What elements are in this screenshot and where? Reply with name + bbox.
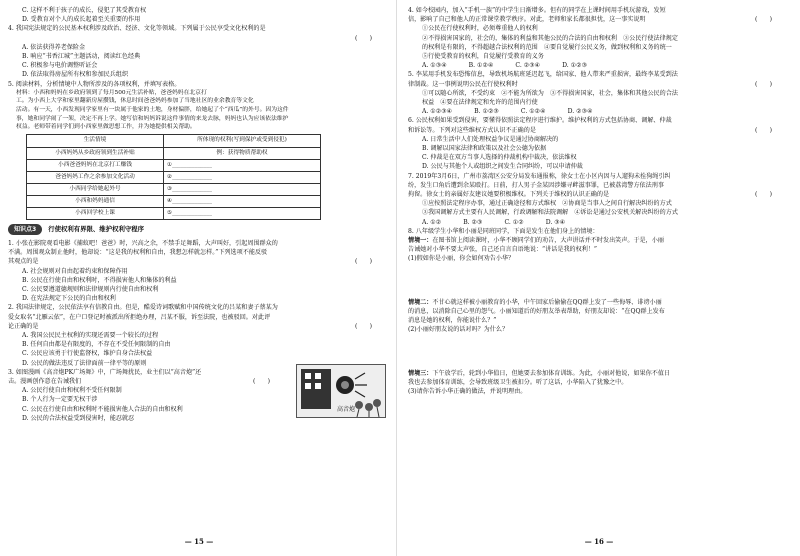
option-b: B. ①②④ [468, 62, 494, 70]
rights-table [26, 134, 321, 220]
question-stem: 论正确的是 ( ) [8, 322, 372, 330]
question-2 [8, 303, 390, 367]
question-7 [408, 172, 790, 227]
cartoon-drawing [297, 365, 385, 417]
option-b: B. ①②③ [474, 108, 499, 116]
question-stem: 爱女取名“北雁云依”，在户口登记时被派出所拒绝办理，吕某不服，诉至法院，也被驳回。对此评 [8, 313, 271, 321]
sub-question-2: (2)小丽好朋友说的话对吗？为什么？ [408, 326, 509, 334]
answer-blank[interactable]: ⑤______________ [164, 207, 321, 219]
option-d: D. ③④ [545, 218, 566, 226]
statement: ②不得损害国家的，社会的，集体的利益和其他公民的合法的自由和权利 ③公民行使法律规定 [422, 34, 678, 42]
question-stem: 4. 如今校园内，加入“手机一族”的中学生日渐增多。但有的同学在上课时间用手机玩游戏，发短 [408, 7, 666, 14]
material-line: 工。为小西上大学和家里翻新房屋攒钱，休息时间爸爸妈妈参加了当地社区的业余教育等文化 [16, 98, 254, 105]
question-stem: 纷，发生口角后遭到余某殴打。日前，打人男子金某因涉嫌寻衅滋事罪，已被荔湾警方依法刑事 [408, 181, 664, 189]
right-page [408, 6, 790, 546]
answer-paren: ( ) [755, 80, 772, 88]
option-a: A. 我国公民民主权利的实现还需要一个较长的过程 [22, 332, 159, 340]
option-b: B. ②③ [463, 218, 483, 226]
answer-blank[interactable]: ①______________ [164, 159, 321, 171]
question-3 [8, 368, 390, 423]
option-row [422, 107, 790, 116]
option-c: C. 积极参与电价调整听证会 [22, 62, 98, 70]
option-row [422, 218, 790, 227]
question-1 [8, 239, 390, 303]
option-a: A. 日常生活中人们处理权益争议是通过协商解决的 [422, 135, 559, 143]
option-d: D. 公民的合法权益受到侵害时，能忍就忍 [22, 414, 135, 422]
option-d: D. ①②③ [562, 62, 588, 70]
question-stem: 律制裁。这一事例说明公民在行使权利时 ( ) [408, 80, 772, 88]
material-line: 事，她和同学闹了一架，决定不再上学。她写信和妈妈诉说这件事情的来龙去脉，妈妈也认为应该依法维护 [16, 115, 289, 122]
option-d: D. 公民与其他个人或组织之间发生合同纠纷，可以申请仲裁 [422, 163, 583, 171]
material-line: 权益。老师带着同学们到小西家里做思想工作，并为她提供相关帮助。 [16, 124, 196, 131]
material-line: 材料：小西和妈妈在乡政府领到了每月500元生活补贴，爸爸妈妈在北京打 [16, 89, 207, 96]
situation-2-cont: 消息是她的权利，你能说什么？” [408, 317, 497, 325]
question-stem: 3. 如图漫画《高音炮PK广场舞》中，广场舞扰民，业主们以“高音炮”还 [8, 368, 202, 376]
answer-paren: ( ) [355, 34, 372, 42]
answer-blank[interactable]: ④______________ [164, 195, 321, 207]
section-title: 行使权利有界限、维护权利守程序 [48, 224, 145, 233]
q3-option-d: D. 受教育对个人的成长起着至关重要的作用 [22, 16, 141, 24]
question-stem: 7. 2019年3月6日，广州市荔湾区公安分局发布通报称，徐女士在小区内因与人遛狗未拴狗绳引纠 [408, 172, 671, 180]
option-c: C. 公民应该勇于行使监督权，维护自身合法权益 [22, 350, 153, 358]
table-row: 小西和妈妈通信 ④______________ [27, 195, 321, 207]
statement: ①公民在行使权利时，必须尊重他人的权利 [422, 25, 538, 33]
table-header: 生活情境 [27, 134, 164, 147]
option-a: A. 社会规则对自由起着约束和保障作用 [22, 267, 128, 275]
question-stem: 击。漫画创作意在告诫我们 ( ) [8, 378, 270, 386]
answer-blank[interactable]: ②______________ [164, 171, 321, 183]
sub-question-1: (1)假如你是小丽，你会如何劝告小华？ [408, 255, 515, 263]
question-stem: 8. 八年级学生小华和小丽是同班同学，下面是发生在他们身上的情境： [408, 227, 599, 235]
option-b: B. 调解以国家法律和政策以及社会公德为依据 [422, 145, 547, 153]
option-a: A. ①② [422, 218, 442, 226]
question-6 [408, 116, 790, 171]
question-8 [408, 227, 790, 416]
statement: ①应按照法定程序办事，通过正确途径和方式维权 ②协商是当事人之间自行解决纠纷的方式 [422, 200, 672, 208]
option-d: D. 在宪法规定下公民的自由和权利 [22, 295, 116, 303]
table-row: 小西同学给她起外号 ③______________ [27, 183, 321, 195]
statement: 的权利是有限的，不得超越合法权利的范围 ④要自觉履行公民义务，做到权利和义务的统一 [422, 43, 672, 51]
option-row [422, 61, 790, 70]
option-d: D. 依法取得房屋所有权和参加民兵组织 [22, 71, 129, 79]
table-row: 小西爸爸妈妈在北京打工赚钱 ①______________ [27, 159, 321, 171]
answer-paren: ( ) [755, 191, 772, 199]
answer-paren: ( ) [355, 322, 372, 330]
statement: ⑤行使受教育的权利，自觉履行受教育的义务 [422, 53, 544, 61]
cartoon-illustration [296, 364, 386, 418]
table-row: 小西妈妈从乡政府领到生活补贴 例：获得物质帮助权 [27, 147, 321, 159]
statement: 权益 ④要在法律规定和允许的范围内行使 [422, 99, 538, 107]
option-a: A. ①③④ [422, 62, 447, 70]
question-stem: 5. 阅读材料，分析情境中人物所涉及的各项权利，并填写表格。 [8, 80, 181, 88]
option-c: C. 公民要遵道德规则和法律规则内行使自由和权利 [22, 286, 159, 294]
question-stem: 和诉讼等。下列对这些维权方式认识不正确的是 ( ) [408, 126, 772, 134]
question-stem: 5. 李某用手机发布恐怖信息，导致机场航班延迟起飞，给国家、他人带来严重损害，最终李某受到法 [408, 71, 678, 79]
option-d: D. 公民的做法违反了法律面前一律平等的原则 [22, 359, 147, 367]
q3-option-c: C. 这样不利于孩子的成长，侵犯了其受教育权 [22, 7, 147, 14]
situation-2: 情境二：不甘心就这样被小丽教育的小华，中午回家后偷偷在QQ群上发了一些侮辱、诽谤小丽 [408, 298, 662, 306]
page-number: — 15 — [184, 536, 214, 546]
table-header: 所体现的权利(写到保护或受到侵犯) [164, 134, 321, 147]
situation-2-cont: 的消息，以消除自己心里的怨气。小丽知道后的好朋友举表帮助，好朋友却说：“在QQ群上发布 [408, 307, 665, 315]
option-a: A. 依法获得养老保险金 [22, 43, 86, 51]
question-4 [8, 24, 390, 79]
option-a: A. 公民行使自由和权利不受任何限制 [22, 387, 122, 395]
question-stem: 信，影响了自己和他人的正常课堂教学秩序。对此，老师和家长都很担忧，这一事实说明 ( ) [408, 16, 772, 24]
option-d: D. ②③④ [567, 108, 593, 116]
sub-question-3: (3)请你告诉小华正确的做法，并说明理由。 [408, 387, 527, 395]
question-stem: 4. 我国宪法规定的公民基本权利涉及政治、经济、文化等领域。下列属于公民享受文化权利的是 [8, 25, 266, 33]
option-c: C. ②③④ [515, 62, 541, 70]
situation-1-cont: 告诫她对小华不要太声张，自己还自言自语地说：“讲话是我的权利！” [408, 246, 598, 254]
answer-paren: ( ) [355, 258, 372, 266]
option-c: C. 仲裁是在双方当事人选择的仲裁机构中裁决，依法维权 [422, 154, 577, 162]
situation-3-cont: 我也去参加体育训练，会导致班级卫生被扣分。听了这话，小华陷入了犹豫之中。 [408, 378, 628, 386]
situation-3: 情境三：下午放学后，轮到小华值日，但她要去参加体育训练。为此，小丽对他说，如果你不值日 [408, 369, 671, 377]
question-stem: 2. 我国法律规定，公民依法享有信教自由。但是，酷爱诗词歌赋和中国传统文化的吕某和妻子蔡某为 [8, 304, 278, 312]
question-stem: 1. 小张在影院观看电影《捕蚊吧！爸爸》时，兴高之余，不禁手足舞蹈，大声叫好，引起周围群众的 [8, 240, 278, 247]
table-row: 爸爸妈妈工作之余参加文化活动 ②______________ [27, 171, 321, 183]
question-stem: 6. 公民权利如果受到侵害，要懂得依照法定程序进行维护。维护权利的方式包括协商、调解、仲裁 [408, 117, 672, 125]
question-stem: 拘留。徐女士的亲属好友建议她要积极维权。下列关于维权的认识正确的是 ( ) [408, 191, 772, 199]
option-b: B. 响应“书香江城”主题活动，阅读红色经典 [22, 53, 141, 61]
question-5 [8, 80, 390, 220]
option-c: C. ①② [504, 218, 524, 226]
section-header [8, 224, 390, 235]
answer-blank[interactable]: ③______________ [164, 183, 321, 195]
answer-paren: ( ) [253, 378, 270, 386]
situation-1: 情境一：在图书馆上阅读课时，小华不顾同学们的劝告，大声讲话并不时发出笑声。于是，小丽 [408, 237, 664, 245]
question-5 [408, 70, 790, 116]
statement: ③我国调解方式主要有人民调解，行政调解和法院调解 ④诉讼是通过公安机关解决纠纷的方式 [422, 209, 678, 217]
option-a: A. ①②③④ [422, 108, 453, 116]
statement: ①可以随心所欲，不受约束 ②不能为所欲为 ③不得损害国家，社会，集体和其他公民的合法 [422, 89, 678, 97]
answer-paren: ( ) [755, 126, 772, 134]
option-b: B. 任何自由都是有限度的，不存在不受任何限制的自由 [22, 341, 171, 349]
option-b: B. 公民在行使自由和权利时，不得损害他人和集体的利益 [22, 276, 177, 284]
left-page [8, 6, 390, 546]
cartoon-caption: 高音炮 [337, 405, 356, 413]
question-stem: 其观点的是 ( ) [8, 258, 372, 266]
table-row: 小西回学校上课 ⑤______________ [27, 207, 321, 219]
section-tag: 知识点3 [8, 224, 42, 235]
answer-area-2[interactable] [408, 335, 790, 369]
option-b: B. 个人行为一定要无权干涉 [22, 396, 98, 404]
answer-paren: ( ) [755, 16, 772, 24]
answer-area-3[interactable] [408, 396, 790, 416]
question-stem: 不满。周围观众制止他时，他却说：“这是我的权利和自由，我想怎样就怎样。”下列选项不能反驳 [8, 249, 268, 257]
option-c: C. 公民在行使自由和权利时不能损害他人合法的自由和权利 [22, 405, 183, 413]
material-line: 活动。有一天，小西发现同学家里有一块属于他家的土地，身材偏胖，给她起了个“西瓜”的外号。因为这件 [16, 107, 289, 114]
page-number: — 16 — [584, 536, 614, 546]
page-gutter [396, 0, 397, 556]
answer-area-1[interactable] [408, 264, 790, 298]
option-c: C. ①②④ [520, 108, 546, 116]
question-4 [408, 6, 790, 70]
